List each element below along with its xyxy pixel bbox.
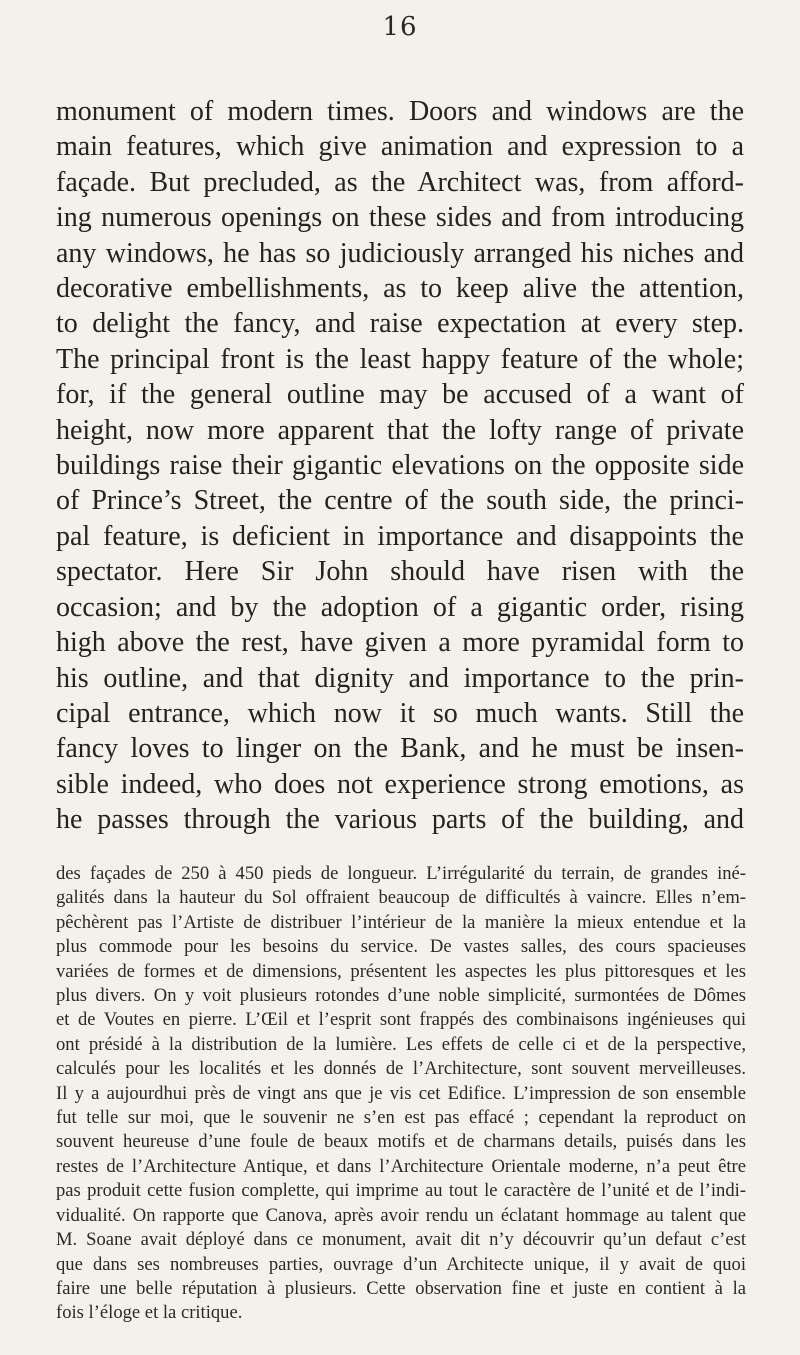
french-line: fois l’éloge et la critique. <box>56 1302 243 1324</box>
english-line: for, if the general outline may be accused of a want of <box>56 379 744 411</box>
english-line: pal feature, is deficient in importance and disappoints the <box>56 520 744 552</box>
english-line: decorative embellishments, as to keep alive the attention, <box>56 273 744 305</box>
english-line: monument of modern times. Doors and windows are the <box>56 96 744 127</box>
french-line: faire une belle réputation à plusieurs. Cette observation fine et juste en contient à la <box>56 1277 746 1299</box>
french-line: variées de formes et de dimensions, présentent les aspectes les plus pittoresques et les <box>56 960 746 982</box>
english-line: The principal front is the least happy feature of the whole; <box>56 343 744 375</box>
french-line: galités dans la hauteur du Sol offraient beaucoup de difficultés à vaincre. Elles n’em- <box>56 887 746 909</box>
french-line: fut telle sur moi, que le souvenir ne s’en est pas effacé ; cependant la reproduct on <box>56 1107 746 1129</box>
french-line: des façades de 250 à 450 pieds de longueur. L’irrégularité du terrain, de grandes iné- <box>56 863 746 884</box>
french-footnote <box>56 862 746 1326</box>
english-line: his outline, and that dignity and importance to the prin- <box>56 662 744 694</box>
french-line: calculés pour les localités et les donnés de l’Architecture, sont souvent merveilleuses. <box>56 1058 746 1080</box>
english-line: he passes through the various parts of the building, and <box>56 804 744 836</box>
english-line: to delight the fancy, and raise expectation at every step. <box>56 308 744 340</box>
english-line: of Prince’s Street, the centre of the south side, the princi- <box>56 485 744 517</box>
english-line: any windows, he has so judiciously arranged his niches and <box>56 237 744 269</box>
english-line: buildings raise their gigantic elevations on the opposite side <box>56 450 744 482</box>
french-line: que dans ses nombreuses parties, ouvrage d’un Architecte unique, il y avait de quoi <box>56 1253 746 1275</box>
french-line: pêchèrent pas l’Artiste de distribuer l’intérieur de la manière la mieux entendue et la <box>56 911 746 933</box>
english-line: sible indeed, who does not experience strong emotions, as <box>56 768 744 800</box>
english-line: spectator. Here Sir John should have risen with the <box>56 556 744 588</box>
french-line: vidualité. On rapporte que Canova, après avoir rendu un éclatant hommage au talent que <box>56 1204 746 1226</box>
french-line: souvent heureuse d’une foule de beaux motifs et de charmans details, puisés dans les <box>56 1131 746 1153</box>
english-line: façade. But precluded, as the Architect was, from afford- <box>56 166 744 198</box>
french-line: et de Voutes en pierre. L’Œil et l’esprit sont frappés des combinaisons ingénieuses qui <box>56 1009 746 1031</box>
english-line: height, now more apparent that the lofty range of private <box>56 414 744 446</box>
english-line: main features, which give animation and expression to a <box>56 131 744 163</box>
french-line: pas produit cette fusion complette, qui imprime au tout le caractère de l’unité et de l’indi- <box>56 1180 746 1202</box>
english-line: ing numerous openings on these sides and from introducing <box>56 202 744 234</box>
english-line: high above the rest, have given a more pyramidal form to <box>56 627 744 659</box>
french-line: plus divers. On y voit plusieurs rotondes d’une noble simplicité, surmontées de Dômes <box>56 985 746 1007</box>
french-line: ont présidé à la distribution de la lumière. Les effets de celle ci et de la perspective, <box>56 1033 746 1055</box>
french-line: restes de l’Architecture Antique, et dans l’Architecture Orientale moderne, n’a peut être <box>56 1155 746 1177</box>
french-line: Il y a aujourdhui près de vingt ans que je vis cet Edifice. L’impression de son ensemble <box>56 1082 746 1104</box>
english-line: fancy loves to linger on the Bank, and he must be insen- <box>56 733 744 765</box>
english-line: cipal entrance, which now it so much wants. Still the <box>56 697 744 729</box>
page-number: 16 <box>382 12 418 42</box>
english-paragraph <box>56 94 744 838</box>
french-line: M. Soane avait déployé dans ce monument, avait dit n’y découvrir qu’un defaut c’est <box>56 1229 746 1251</box>
english-line: occasion; and by the adoption of a gigantic order, rising <box>56 591 744 623</box>
french-line: plus commode pour les besoins du service. De vastes salles, des cours spacieuses <box>56 936 746 958</box>
